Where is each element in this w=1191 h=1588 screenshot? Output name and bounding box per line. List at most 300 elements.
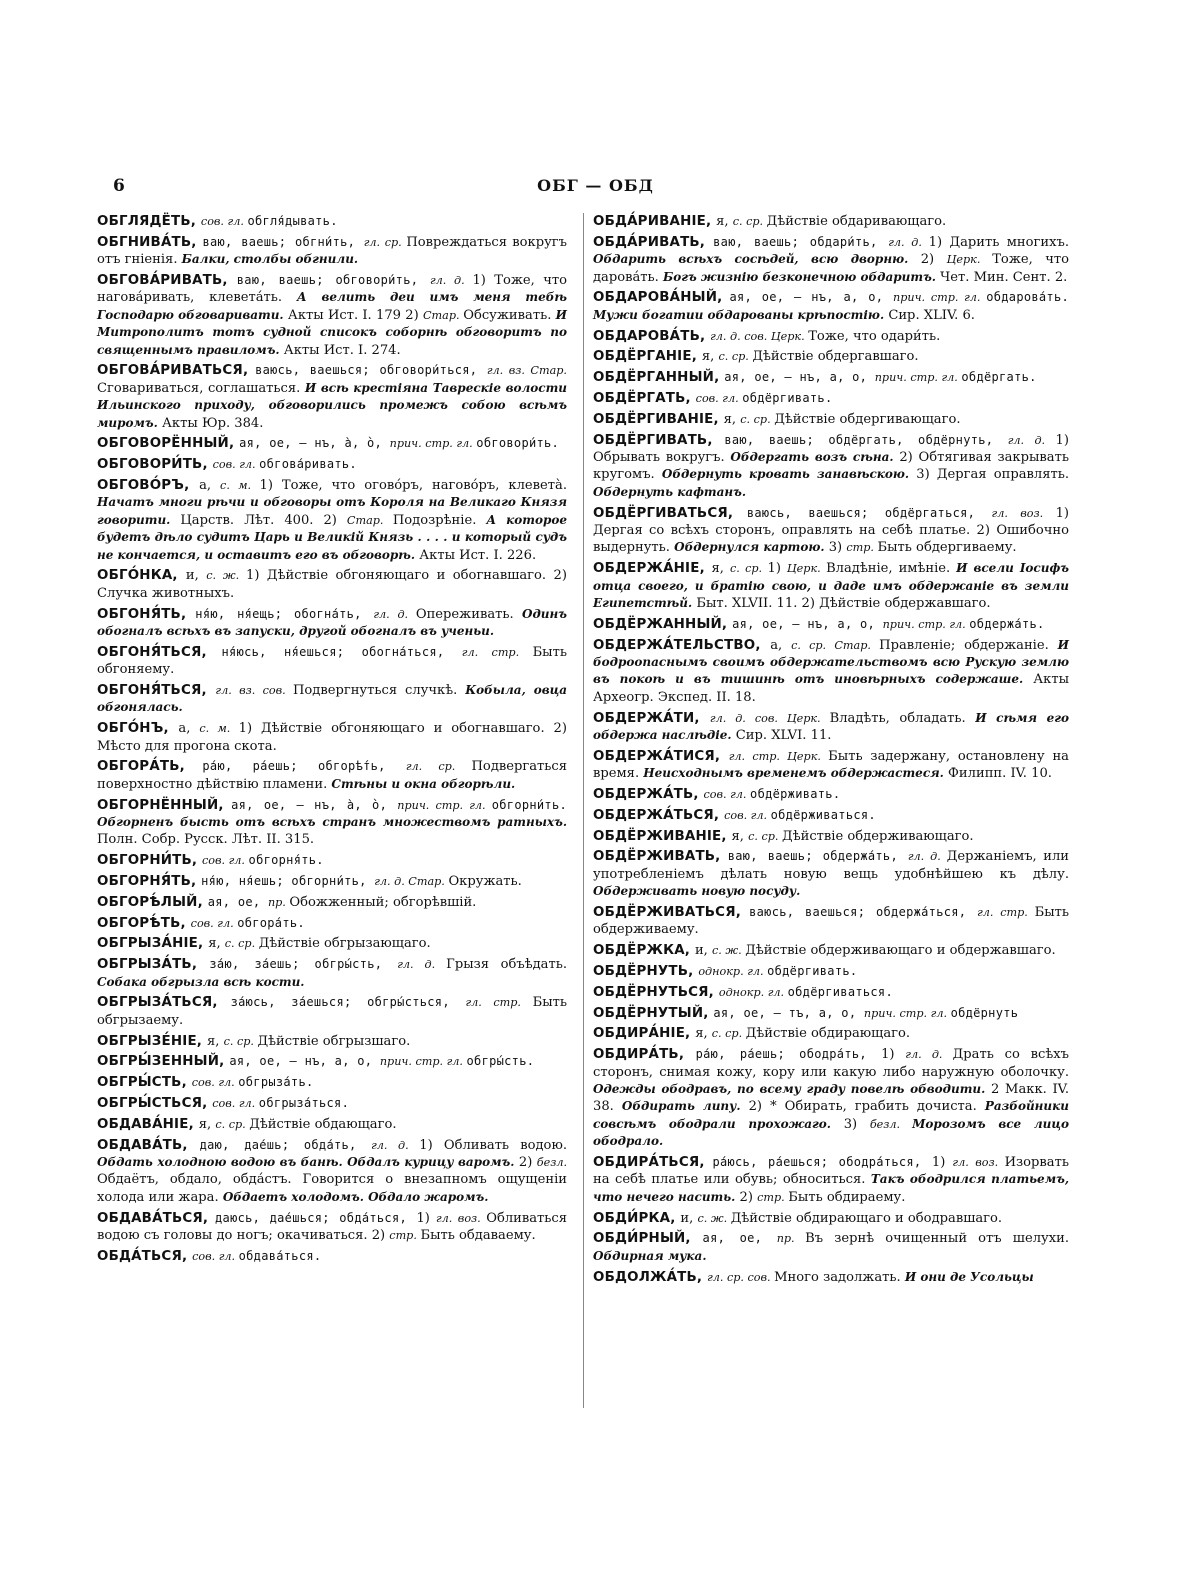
page-header	[113, 176, 1078, 198]
entry-text: Опереживать.	[415, 606, 522, 622]
grammar-abbr: Стар.	[346, 513, 393, 527]
grammar-abbr: сов. гл.	[200, 215, 248, 228]
entry-text: Дѣйствіе обдирающаго и ободравшаго.	[730, 1210, 1003, 1226]
dictionary-entry	[593, 616, 1069, 633]
entry-text: 1)	[416, 1210, 436, 1226]
entry-text: обдёргивать.	[742, 391, 833, 405]
headword: ОБДЁРНУТЬСЯ,	[593, 984, 719, 1000]
entry-text: и,	[680, 1210, 698, 1226]
page-number: 6	[113, 176, 125, 196]
entry-text: Обдаётъ, обдало, обда́стъ. Говорится о внезапномъ ощущеніи холода или жара.	[97, 1172, 567, 1205]
headword: ОБДЕРЖА́ТИ,	[593, 710, 710, 726]
entry-text: ваю, ваешь; обгни́ть,	[202, 234, 364, 249]
headword: ОБДАВА́ТЬ,	[97, 1137, 200, 1153]
entry-text: Грызя объѣдать.	[446, 957, 568, 973]
grammar-abbr: гл. д.	[373, 607, 416, 621]
dictionary-entry	[97, 1210, 567, 1245]
dictionary-entry	[97, 456, 567, 473]
grammar-abbr: однокр. гл.	[718, 985, 788, 999]
example-text: Морозомъ все лицо ободрало.	[593, 1116, 1069, 1149]
dictionary-entry	[97, 1095, 567, 1112]
entry-text: обгорни́ть.	[491, 797, 567, 812]
grammar-abbr: с. ср.	[729, 562, 768, 576]
entry-text: 1) Тоже, что огово́ръ, нагово́ръ, клевета̀.	[259, 478, 567, 494]
grammar-abbr: с. ср.	[223, 1034, 258, 1048]
entry-text: ая, ое, — нъ, а̀, ò,	[231, 797, 398, 812]
dictionary-entry	[593, 786, 1069, 803]
example-text: И Митрополитъ тотъ судной списокъ соборнѣ обговоритъ по священнымъ правиломъ.	[97, 307, 567, 357]
entry-text: а,	[770, 637, 792, 653]
dictionary-entry	[97, 644, 567, 679]
grammar-abbr: гл. д. сов. Церк.	[709, 711, 830, 725]
entry-text: ая, ое, — нъ, а, о,	[729, 290, 894, 305]
dictionary-entry	[97, 477, 567, 564]
example-text: И они де Усольцы	[904, 1269, 1034, 1284]
entry-text: даюсь, дае́шься; обда́ться,	[215, 1210, 417, 1225]
entry-text: ваю, ваешь; обдержа́ть,	[727, 849, 908, 864]
entry-text: обгля́дывать.	[247, 214, 338, 228]
headword: ОБДЕРЖА́ТИСЯ,	[593, 748, 729, 764]
dictionary-entry	[593, 505, 1069, 557]
grammar-abbr: с. ж.	[206, 569, 247, 583]
headword: ОБДА́ТЬСЯ,	[97, 1248, 193, 1264]
dictionary-entry	[593, 1269, 1069, 1286]
grammar-abbr: однокр. гл.	[698, 965, 768, 979]
headword: ОБДЁРЖИВАТЬ,	[593, 849, 728, 865]
grammar-abbr: сов. гл.	[202, 854, 249, 868]
entry-text: я,	[701, 349, 719, 365]
entry-text: ваюсь, ваешься; обдержа́ться,	[749, 905, 978, 920]
entry-text: я,	[198, 1116, 216, 1132]
example-text: И всели Іосифъ отца своего, и братію свою, и даде имъ обдержаніе въ земли Египетстѣй.	[593, 561, 1070, 611]
example-text: Обдирная мука.	[593, 1248, 707, 1263]
entry-text: за́юсь, за́ешься; обгры́сться,	[230, 995, 466, 1010]
grammar-abbr: гл. д.	[371, 1138, 420, 1152]
headword: ОБГО́НКА,	[97, 568, 186, 584]
entry-text: Быть обдергиваему.	[877, 540, 1017, 556]
entry-text: Быть обгрызаему.	[97, 995, 568, 1028]
example-text: Одежды ободравъ, по всему граду повелѣ обводити.	[593, 1082, 992, 1097]
example-text: Обдать холодною водою въ банѣ. Обдалъ курицу варомъ.	[97, 1155, 519, 1170]
headword: ОБДЕРЖА́ТЬ,	[593, 787, 704, 803]
column-divider	[583, 213, 584, 1408]
headword: ОБДИРА́ТЬСЯ,	[593, 1155, 713, 1171]
grammar-abbr: сов. гл.	[212, 1097, 259, 1111]
entry-text: я,	[695, 1026, 712, 1042]
dictionary-entry	[97, 1033, 567, 1050]
dictionary-entry	[593, 1210, 1069, 1227]
entry-text: Быт. XLVII. 11. 2) Дѣйствіе обдержавшаго.	[696, 596, 991, 612]
example-text: Обгорненъ бысть отъ всѣхъ странъ множествомъ ратныхъ.	[97, 815, 567, 830]
grammar-abbr: гл. ср.	[405, 760, 472, 774]
entry-text: ра́ю, ра́ешь; обгорѣ́ть,	[202, 759, 406, 774]
entry-text: обгрыза́ться.	[258, 1096, 350, 1111]
headword: ОБДЁРЖАННЫЙ,	[593, 616, 733, 632]
grammar-abbr: безл.	[536, 1156, 567, 1170]
entry-text: за́ю, за́ешь; обгры́сть,	[209, 957, 398, 972]
headword: ОБГОРНЯ́ТЬ,	[97, 874, 202, 890]
entry-text: Дѣйствіе обдающаго.	[249, 1116, 397, 1132]
headword: ОБГОВО́РЪ,	[97, 478, 200, 494]
headword: ОБГОРѢ́ЛЫЙ,	[97, 894, 208, 910]
headword: ОБДЕРЖА́НІЕ,	[593, 561, 712, 577]
grammar-abbr: сов. гл.	[212, 458, 260, 472]
example-text: Начатъ многи рѣчи и обговоры отъ Короля на Великаго Князя говорити.	[97, 495, 567, 527]
dictionary-entry	[97, 1074, 567, 1091]
entry-text: Подвергаться поверхностно дѣйствію пламени.	[97, 759, 568, 792]
dictionary-entry	[97, 758, 567, 793]
example-text: Обдирать липу.	[621, 1099, 749, 1114]
grammar-abbr: гл. д.	[907, 850, 947, 864]
dictionary-entry	[593, 828, 1069, 845]
entry-text: 1)	[767, 561, 787, 577]
example-text: А велить деи имъ меня тебѣ Господарю обговаривати.	[97, 290, 568, 322]
example-text: И бодроопаснымъ своимъ обдержательствомъ всю Рускую землю въ покоѣ и въ тишинѣ отъ иновѣрныхъ содержаше.	[593, 637, 1069, 687]
entry-text: Владѣніе, имѣніе.	[826, 561, 957, 577]
grammar-abbr: прич. стр. гл.	[893, 291, 987, 305]
example-text: Кобыла, овца обгонялась.	[97, 683, 567, 715]
grammar-abbr: гл. д.	[888, 235, 929, 249]
entry-text: я,	[208, 936, 225, 952]
entry-text: Сир. XLVI. 11.	[735, 728, 832, 744]
headword: ОБГОНЯ́ТЬСЯ,	[97, 683, 216, 699]
dictionary-entry	[97, 894, 567, 911]
dictionary-entry	[97, 935, 567, 952]
dictionary-entry	[97, 606, 567, 641]
grammar-abbr: гл. стр.	[461, 645, 533, 659]
entry-text: Въ зернѣ очищенный отъ шелухи.	[805, 1231, 1069, 1247]
grammar-abbr: с. ср.	[732, 215, 767, 228]
entry-text: ая, ое,	[207, 894, 268, 909]
headword: ОБДЁРЖИВАНІЕ,	[593, 828, 732, 844]
grammar-abbr: Церк.	[786, 562, 827, 576]
grammar-abbr: с. ср.	[740, 412, 775, 426]
entry-text: обдёргать.	[961, 370, 1037, 385]
grammar-abbr: с. м.	[199, 722, 239, 736]
grammar-abbr: гл. д. Стар.	[374, 875, 449, 889]
entry-text: Обливаться водою съ головы до ногъ; окачиваться. 2)	[97, 1210, 568, 1244]
entry-text: 1) Обливать водою.	[419, 1137, 567, 1153]
headword: ОБГОРА́ТЬ,	[97, 759, 203, 775]
headword: ОБДИРА́ТЬ,	[593, 1047, 696, 1063]
grammar-abbr: сов. гл.	[191, 1076, 239, 1090]
grammar-abbr: гл. стр.	[977, 906, 1035, 920]
entry-text: 2)	[920, 252, 947, 268]
entry-text: обговори́ть.	[476, 436, 560, 451]
grammar-abbr: гл. ср.	[363, 235, 407, 249]
entry-text: и,	[185, 568, 207, 584]
headword: ОБДАВА́ТЬСЯ,	[97, 1210, 216, 1226]
entry-text: Повреждаться вокругъ отъ гніенія.	[97, 234, 567, 268]
headword: ОБДЁРГИВАНІЕ,	[593, 411, 724, 427]
example-text: Неисходнымъ временемъ обдержастеся.	[643, 766, 949, 781]
entry-text: ня́ю, ня́ешь; обгорни́ть,	[201, 874, 375, 889]
entry-text: ваю, ваешь; обдари́ть,	[713, 234, 889, 249]
example-text: Обдернулся картою.	[674, 540, 829, 555]
dictionary-entry	[593, 348, 1069, 365]
entry-text: 1) Тоже, что нагова́ривать, клевета́ть.	[97, 273, 567, 306]
headword: ОБДАВА́НІЕ,	[97, 1116, 199, 1132]
entry-text: ая, ое, — нъ, а, о,	[229, 1054, 380, 1069]
entry-text: обдава́ться.	[238, 1248, 322, 1263]
entry-text: 3)	[843, 1116, 870, 1132]
entry-text: Филипп. IV. 10.	[948, 766, 1052, 782]
entry-text: ваюсь, ваешься; обговори́ться,	[255, 363, 487, 378]
entry-text: 1)	[881, 1047, 906, 1063]
grammar-abbr: стр.	[389, 1229, 421, 1243]
entry-text: Держаніемъ, или употребленіемъ дѣлать новую вещь удобнѣйшею къ дѣлу.	[593, 849, 1069, 882]
dictionary-entry	[97, 234, 567, 269]
headword: ОБГРЫЗА́ТЬСЯ,	[97, 995, 231, 1011]
grammar-abbr: с. ср. Стар.	[791, 638, 880, 652]
example-text: Обдернуть кафтанъ.	[593, 484, 747, 499]
grammar-abbr: Стар.	[423, 308, 464, 322]
entry-text: 1)	[931, 1155, 953, 1171]
entry-text: ра́юсь, ра́ешься; ободра́ться,	[712, 1155, 932, 1170]
entry-text: Акты Ист. I. 274.	[283, 342, 401, 358]
entry-text: 1) Дергая со всѣхъ сторонъ, оправлять на себѣ платье. 2) Ошибочно выдернуть.	[593, 505, 1070, 556]
entry-text: Драть со всѣхъ сторонъ, снимая кожу, кору или какую либо наружную оболочку.	[593, 1047, 1069, 1080]
entry-text: Обожженный; обгорѣвшій.	[289, 894, 477, 910]
entry-text: Подозрѣніе.	[392, 512, 487, 528]
entry-text: Тоже, что дарова́ть.	[593, 252, 1069, 285]
headword: ОБДА́РИВАНІЕ,	[593, 214, 717, 229]
example-text: Богъ жизнію безконечною обдаритъ.	[663, 269, 941, 284]
entry-text: Дѣйствіе обдаривающаго.	[766, 214, 947, 229]
headword: ОБГОНЯ́ТЬСЯ,	[97, 644, 222, 660]
headword: ОБДАРОВА́НЫЙ,	[593, 290, 730, 306]
grammar-abbr: прич. стр. гл.	[882, 617, 970, 631]
dictionary-entry	[593, 1005, 1069, 1022]
dictionary-entry	[593, 807, 1069, 824]
entry-text: Изорвать на себѣ платье или обувь; обноситься.	[593, 1155, 1069, 1188]
entry-text: Чет. Мин. Сент. 2.	[940, 269, 1068, 285]
dictionary-entry	[593, 369, 1069, 386]
grammar-abbr: гл. воз.	[435, 1211, 487, 1225]
entry-text: а,	[199, 478, 221, 494]
grammar-abbr: стр.	[757, 1190, 789, 1204]
entry-text: даю, дае́шь; обда́ть,	[199, 1137, 372, 1152]
grammar-abbr: гл. ср. сов.	[707, 1270, 775, 1284]
example-text: Обдерживать новую посуду.	[593, 884, 801, 899]
entry-text: обдёргивать.	[767, 964, 858, 979]
headword: ОБДЁРЖИВАТЬСЯ,	[593, 905, 750, 921]
example-text: Стѣны и окна обгорѣли.	[331, 776, 516, 791]
headword: ОБДЁРГИВАТЬСЯ,	[593, 505, 747, 521]
headword: ОБГНИВА́ТЬ,	[97, 234, 203, 250]
example-text: Собака обгрызла всѣ кости.	[97, 974, 305, 989]
example-text: Обдаетъ холодомъ. Обдало жаромъ.	[222, 1189, 489, 1204]
entry-text: ра́ю, ра́ешь; ободра́ть,	[695, 1047, 882, 1062]
dictionary-entry	[593, 848, 1069, 900]
entry-text: Акты Ист. I. 179 2)	[287, 307, 423, 323]
entry-text: ваю, ваешь; обговори́ть,	[236, 273, 430, 287]
dictionary-entry	[593, 411, 1069, 428]
entry-text: 2 Макк. IV. 38.	[593, 1082, 1069, 1115]
headword: ОБДЁРНУТЫЙ,	[593, 1005, 714, 1021]
grammar-abbr: гл. д.	[1007, 433, 1056, 447]
example-text: Разбойники совсѣмъ ободрали прохожаго.	[593, 1099, 1069, 1131]
entry-text: ваю, ваешь; обдёргать, обдёрнуть,	[724, 432, 1008, 447]
grammar-abbr: гл. д. сов. Церк.	[710, 329, 809, 343]
headword: ОБГОРНЁННЫЙ,	[97, 797, 232, 813]
entry-text: Подвергнуться случкѣ.	[292, 683, 466, 699]
entry-text: 2) * Обирать, грабить дочиста.	[748, 1099, 985, 1115]
example-text: Такъ ободрился платьемъ, что нечего насить.	[593, 1172, 1069, 1204]
example-text: Обдарить всѣхъ сосѣдей, всю дворню.	[593, 252, 921, 267]
grammar-abbr: с. м.	[220, 479, 260, 493]
dictionary-entry	[97, 272, 567, 359]
entry-text: обдёрживаться.	[770, 807, 876, 822]
dictionary-entry	[97, 435, 567, 452]
headword: ОБГРЫЗЕ́НІЕ,	[97, 1033, 207, 1049]
grammar-abbr: гл. воз.	[952, 1156, 1005, 1170]
right-column	[593, 213, 1069, 1289]
entry-text: 1) Обрывать вокругъ.	[593, 432, 1069, 465]
dictionary-entry	[97, 213, 567, 230]
dictionary-entry	[97, 797, 567, 849]
grammar-abbr: сов. гл.	[695, 392, 743, 405]
entry-text: Дѣйствіе обгрызшаго.	[257, 1033, 411, 1049]
headword: ОБГОНЯ́ТЬ,	[97, 606, 196, 622]
entry-text: Быть задержану, остановлену на время.	[593, 748, 1069, 782]
entry-text: 3)	[828, 540, 847, 556]
left-column	[97, 213, 567, 1269]
dictionary-entry	[97, 1116, 567, 1133]
headword: ОБДЁРЖКА,	[593, 943, 695, 959]
grammar-abbr: сов. гл.	[192, 1249, 239, 1263]
entry-text: 2)	[739, 1189, 758, 1205]
entry-text: Акты Юр. 384.	[162, 415, 264, 431]
dictionary-entry	[97, 873, 567, 890]
dictionary-entry	[593, 1230, 1069, 1265]
headword: ОБГОРНИ́ТЬ,	[97, 853, 203, 869]
headword: ОБГО́НЪ,	[97, 721, 179, 737]
dictionary-entry	[593, 748, 1069, 783]
example-text: Обдернуть кровать занавѣскою.	[661, 467, 917, 482]
grammar-abbr: с. ср.	[718, 350, 753, 364]
dictionary-entry	[97, 720, 567, 755]
entry-text: ня́юсь, ня́ешься; обогна́ться,	[221, 644, 462, 659]
dictionary-entry	[97, 682, 567, 717]
entry-text: я,	[716, 214, 733, 229]
headword: ОБДЁРГИВАТЬ,	[593, 432, 725, 448]
grammar-abbr: с. ср.	[215, 1117, 250, 1131]
entry-text: обгова́ривать.	[259, 457, 357, 472]
example-text: Одинъ обогналъ всѣхъ въ запуски, другой обогналъ въ ученьи.	[97, 606, 567, 639]
entry-text: Полн. Собр. Русск. Лѣт. II. 315.	[97, 832, 315, 848]
entry-text: Быть обдираему.	[788, 1189, 906, 1205]
entry-text: обгры́сть.	[466, 1054, 535, 1069]
entry-text: я,	[723, 411, 741, 427]
example-text: А которое будетъ дѣло судитъ Царь и Великій Князь . . . . и который судъ не кончается, и оставитъ его въ обговорѣ.	[97, 512, 568, 562]
dictionary-entry	[97, 852, 567, 869]
headword: ОБГРЫЗА́НІЕ,	[97, 936, 209, 952]
entry-text: ня́ю, ня́ещь; обогна́ть,	[195, 606, 374, 621]
entry-text: ая, ое, — нъ, а, о,	[732, 616, 883, 631]
grammar-abbr: прич. стр. гл.	[397, 798, 492, 812]
entry-text: Дѣйствіе обдергавшаго.	[752, 349, 919, 365]
dictionary-entry	[593, 637, 1069, 707]
grammar-abbr: безл.	[869, 1117, 913, 1131]
headword: ОБДАРОВА́ТЬ,	[593, 328, 711, 344]
grammar-abbr: гл. вз. сов.	[215, 684, 293, 698]
dictionary-entry	[593, 213, 1069, 230]
dictionary-entry	[593, 560, 1069, 612]
example-text: И всѣ крестіяна Таврескіе волости Ильинского приходу, обговорились промежъ собою всѣмъ миромъ.	[97, 380, 567, 430]
entry-text: Дѣйствіе обдергивающаго.	[774, 411, 961, 427]
entry-text: обдёрнуть	[950, 1005, 1019, 1020]
dictionary-entry	[593, 942, 1069, 959]
entry-text: 3) Дергая оправлять.	[916, 467, 1070, 483]
headword: ОБГРЫ́СТЬ,	[97, 1075, 192, 1091]
headword: ОБГОВОРЁННЫЙ,	[97, 436, 240, 452]
grammar-abbr: прич. стр. гл.	[389, 437, 477, 451]
grammar-abbr: прич. стр. гл.	[379, 1055, 467, 1069]
grammar-abbr: прич. стр. гл.	[874, 371, 962, 385]
entry-text: Дѣйствіе обдерживающаго и обдержавшаго.	[745, 943, 1056, 959]
dictionary-entry	[97, 567, 567, 602]
entry-text: Быть обдаваему.	[420, 1228, 536, 1244]
grammar-abbr: прич. стр. гл.	[863, 1006, 951, 1020]
entry-text: Сговариваться, соглашаться.	[97, 380, 305, 396]
entry-text: ая, ое,	[702, 1231, 777, 1246]
grammar-abbr: сов. гл.	[190, 916, 238, 930]
headword: ОБДИ́РКА,	[593, 1210, 681, 1226]
entry-text: я,	[206, 1033, 224, 1049]
dictionary-entry	[97, 994, 567, 1029]
dictionary-entry	[97, 1137, 567, 1207]
entry-text: Тоже, что одари́ть.	[808, 328, 941, 344]
headword: ОБГОВА́РИВАТЬ,	[97, 273, 237, 288]
dictionary-entry	[593, 1154, 1069, 1206]
headword: ОБДИ́РНЫЙ,	[593, 1231, 703, 1247]
headword: ОБДА́РИВАТЬ,	[593, 234, 714, 250]
running-head: ОБГ — ОБД	[537, 176, 654, 195]
grammar-abbr: с. ср.	[711, 1027, 746, 1041]
headword: ОБГРЫ́ЗЕННЫЙ,	[97, 1054, 230, 1070]
entry-text: а,	[178, 721, 200, 737]
grammar-abbr: с. ж.	[712, 944, 746, 958]
entry-text: обгора́ть.	[237, 915, 305, 930]
entry-text: Сир. XLIV. 6.	[888, 307, 975, 323]
headword: ОБДИРА́НІЕ,	[593, 1026, 696, 1042]
headword: ОБДЕРЖА́ТЕЛЬСТВО,	[593, 637, 771, 653]
entry-text: Дѣйствіе обдерживающаго.	[782, 828, 974, 844]
headword: ОБГОВОРИ́ТЬ,	[97, 457, 213, 473]
entry-text: обдарова́ть.	[986, 290, 1069, 305]
headword: ОБГРЫ́СТЬСЯ,	[97, 1096, 213, 1112]
entry-text: ая, ое, — нъ, а, о,	[724, 370, 875, 385]
dictionary-entry	[593, 1046, 1069, 1150]
entry-text: я,	[711, 561, 730, 577]
dictionary-entry	[593, 289, 1069, 324]
entry-text: Дѣйствіе обгрызающаго.	[258, 936, 431, 952]
dictionary-entry	[593, 1025, 1069, 1042]
entry-text: 1) Дарить многихъ.	[928, 234, 1069, 250]
entry-text: и,	[694, 943, 712, 959]
entry-text: обдёрживать.	[750, 787, 841, 802]
entry-text: Быть обгоняему.	[97, 644, 567, 678]
example-text: Балки, столбы обгнили.	[181, 252, 359, 267]
headword: ОБГОРѢ́ТЬ,	[97, 915, 191, 931]
dictionary-entry	[593, 984, 1069, 1001]
entry-text: 1) Дѣйствіе обгоняющаго и обогнавшаго. 2) Мѣсто для прогона скота.	[97, 721, 567, 754]
grammar-abbr: пр.	[267, 895, 290, 909]
example-text: Обдергать возъ сѣна.	[730, 450, 900, 464]
grammar-abbr: с. ср.	[748, 829, 783, 843]
grammar-abbr: гл. д.	[905, 1048, 953, 1062]
